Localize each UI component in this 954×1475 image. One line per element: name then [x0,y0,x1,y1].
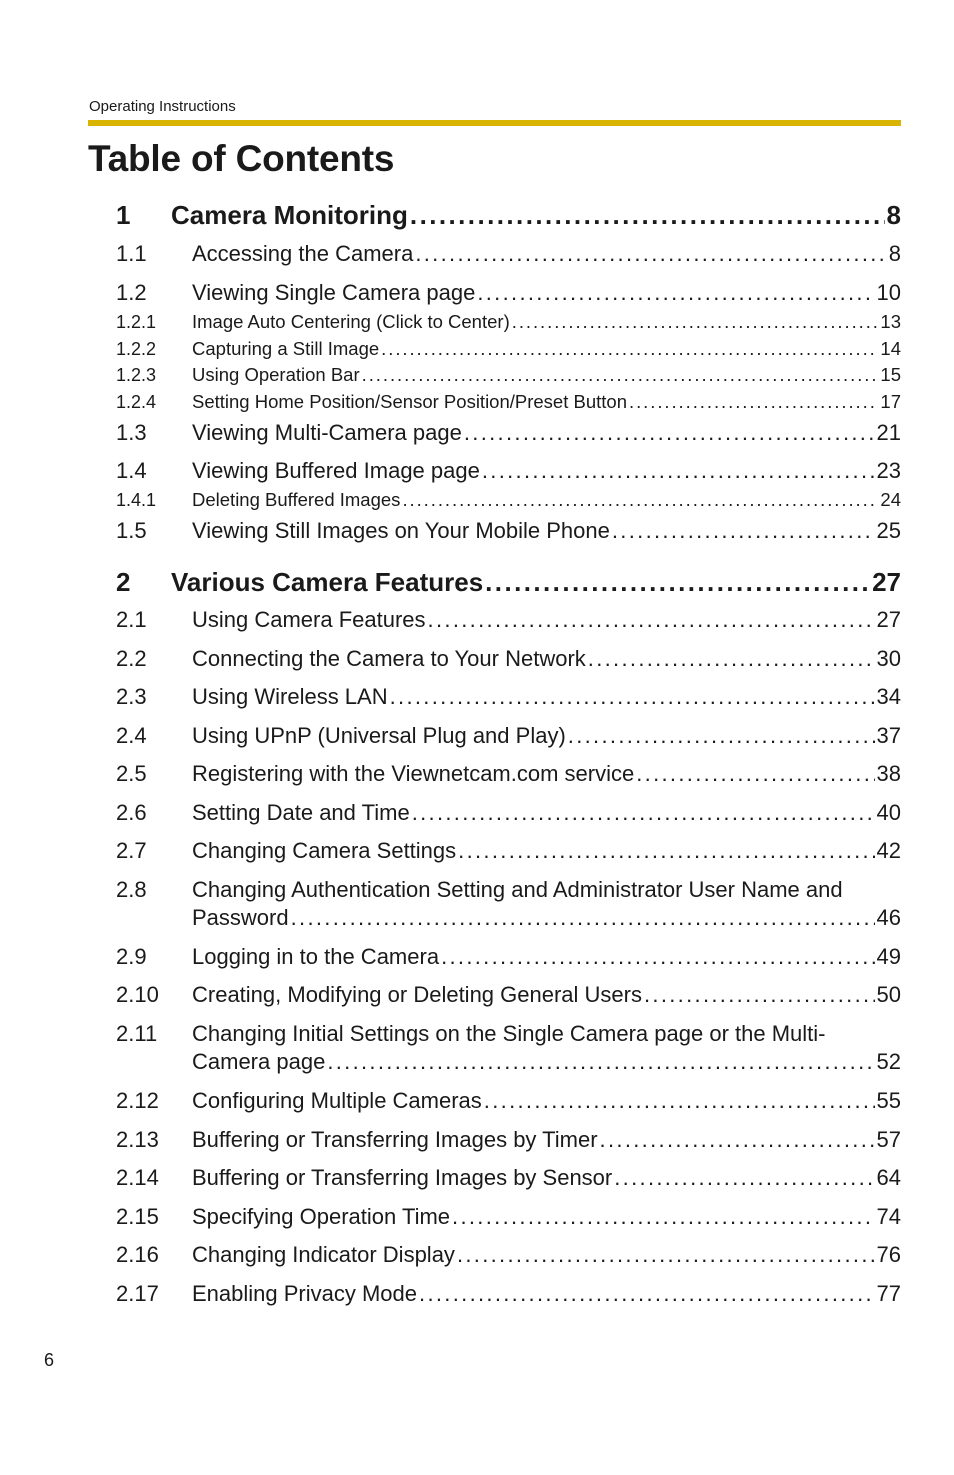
toc-page-number: 30 [876,646,901,671]
dot-leader [568,723,875,749]
toc-title: Buffering or Transferring Images by Timer [192,1127,598,1152]
dot-leader [482,458,875,484]
toc-number: 1.2 [116,280,147,305]
toc-subsection[interactable] [116,391,901,413]
toc-page-number: 50 [876,982,901,1007]
toc-section[interactable] [116,982,901,1008]
toc-title: Changing Authentication Setting and Administrator User Name and [192,877,843,902]
toc-number: 2.12 [116,1088,159,1113]
toc-number: 2.5 [116,761,147,786]
toc-page-number: 64 [876,1165,901,1190]
toc-number: 2.2 [116,646,147,671]
toc-chapter[interactable] [116,567,901,598]
toc-page-number: 25 [876,518,901,543]
toc-page-number: 37 [876,723,901,748]
toc-page-number: 49 [876,944,901,969]
toc-title: Configuring Multiple Cameras [192,1088,482,1113]
toc-section[interactable] [116,420,901,446]
toc-section[interactable] [116,838,901,864]
toc-title: Image Auto Centering (Click to Center) [192,311,510,332]
toc-title: Various Camera Features [171,567,484,597]
dot-leader [485,567,870,598]
toc-title-cont: Password [192,905,289,930]
dot-leader [410,200,885,231]
toc-page-number: 15 [880,364,901,385]
dot-leader [636,761,874,787]
toc-title: Specifying Operation Time [192,1204,451,1229]
header-rule [88,120,901,126]
toc-subsection[interactable] [116,338,901,360]
toc-section[interactable] [116,458,901,484]
dot-leader [419,1281,875,1307]
toc-page-number: 55 [876,1088,901,1113]
toc-number: 1.1 [116,241,147,266]
toc-number: 2.10 [116,982,159,1007]
toc-title-continuation[interactable] [192,905,901,931]
toc-title: Connecting the Camera to Your Network [192,646,586,671]
dot-leader [441,944,874,970]
toc-title: Viewing Still Images on Your Mobile Phone [192,518,610,543]
toc-title: Viewing Buffered Image page [192,458,480,483]
toc-number: 2.8 [116,877,147,902]
toc-number: 2.9 [116,944,147,969]
toc-page-number: 13 [880,311,901,332]
toc-title: Using UPnP (Universal Plug and Play) [192,723,566,748]
toc-page-number: 40 [876,800,901,825]
dot-leader [484,1088,875,1114]
toc-number: 2.16 [116,1242,159,1267]
dot-leader [464,420,875,446]
dot-leader [402,489,878,511]
toc-title: Changing Initial Settings on the Single Camera page or the Multi- [192,1021,826,1046]
toc-section[interactable] [116,684,901,710]
toc-section[interactable] [116,1021,901,1047]
toc-number: 1.3 [116,420,147,445]
toc-title: Setting Date and Time [192,800,410,825]
toc-title: Viewing Single Camera page [192,280,476,305]
toc-number: 2.6 [116,800,147,825]
dot-leader [512,311,879,333]
toc-page-number: 27 [872,567,901,597]
toc-page-number: 38 [876,761,901,786]
toc-number: 2.15 [116,1204,159,1229]
toc-section[interactable] [116,1088,901,1114]
dot-leader [612,518,875,544]
toc-number: 1.4.1 [116,490,157,510]
running-header: Operating Instructions [89,98,236,115]
dot-leader [362,364,879,386]
toc-section[interactable] [116,518,901,544]
toc-section[interactable] [116,800,901,826]
toc-number: 1 [116,200,131,230]
toc-section[interactable] [116,1281,901,1307]
page-number: 6 [44,1350,55,1370]
toc-title: Camera Monitoring [171,200,408,230]
dot-leader [452,1204,874,1230]
toc-section[interactable] [116,241,901,267]
toc-title-cont: Camera page [192,1049,326,1074]
toc-number: 2.4 [116,723,147,748]
toc-page-number: 46 [876,905,901,930]
toc-number: 2.1 [116,607,147,632]
toc-section[interactable] [116,1242,901,1268]
toc-title-continuation[interactable] [192,1049,901,1075]
dot-leader [614,1165,874,1191]
toc-page-number: 57 [876,1127,901,1152]
toc-title: Buffering or Transferring Images by Sensor [192,1165,613,1190]
toc-page-number: 24 [880,489,901,510]
toc-title: Changing Indicator Display [192,1242,455,1267]
toc-page-number: 10 [876,280,901,305]
toc-section[interactable] [116,761,901,787]
toc-title: Using Camera Features [192,607,426,632]
dot-leader [390,684,875,710]
toc-chapter[interactable] [116,200,901,231]
dot-leader [412,800,875,826]
toc-title: Creating, Modifying or Deleting General Users [192,982,642,1007]
toc-number: 2.17 [116,1281,159,1306]
toc-number: 2.11 [116,1021,158,1046]
dot-leader [415,241,886,267]
toc-page-number: 14 [880,338,901,359]
toc-title: Deleting Buffered Images [192,489,401,510]
toc-subsection[interactable] [116,489,901,511]
toc-section[interactable] [116,877,901,903]
toc-title: Setting Home Position/Sensor Position/Preset Button [192,391,627,412]
toc-page-number: 23 [876,458,901,483]
toc-section[interactable] [116,1165,901,1191]
toc-number: 1.2.1 [116,312,157,332]
toc-section[interactable] [116,646,901,672]
toc-section[interactable] [116,607,901,633]
toc-section[interactable] [116,723,901,749]
dot-leader [291,905,875,931]
toc-title: Capturing a Still Image [192,338,380,359]
dot-leader [644,982,875,1008]
toc-number: 2.3 [116,684,147,709]
dot-leader [477,280,874,306]
toc-number: 2.7 [116,838,147,863]
dot-leader [327,1049,874,1075]
toc-page-number: 34 [876,684,901,709]
toc-title: Enabling Privacy Mode [192,1281,418,1306]
dot-leader [381,338,878,360]
toc-title: Using Operation Bar [192,364,360,385]
toc-section[interactable] [116,1204,901,1230]
dot-leader [457,1242,875,1268]
dot-leader [458,838,874,864]
toc-number: 1.5 [116,518,147,543]
toc-title: Using Wireless LAN [192,684,388,709]
toc-number: 1.4 [116,458,147,483]
toc-section[interactable] [116,280,901,306]
toc-number: 2.13 [116,1127,159,1152]
toc-page-number: 77 [876,1281,901,1306]
toc-number: 1.2.2 [116,339,157,359]
toc-page-number: 74 [876,1204,901,1229]
toc-section[interactable] [116,944,901,970]
dot-leader [600,1127,875,1153]
toc-page-number: 42 [876,838,901,863]
toc-title: Logging in to the Camera [192,944,440,969]
toc-page-number: 17 [880,391,901,412]
dot-leader [428,607,875,633]
toc-title: Viewing Multi-Camera page [192,420,462,445]
toc-page-number: 8 [888,241,901,266]
toc-subsection[interactable] [116,311,901,333]
page-title: Table of Contents [88,138,395,179]
toc-number: 1.2.3 [116,365,157,385]
toc-section[interactable] [116,1127,901,1153]
dot-leader [588,646,875,672]
toc-page-number: 52 [876,1049,901,1074]
toc-title: Registering with the Viewnetcam.com service [192,761,635,786]
toc-page-number: 21 [876,420,901,445]
toc-number: 2 [116,567,131,597]
toc-subsection[interactable] [116,364,901,386]
toc-number: 1.2.4 [116,392,157,412]
toc-title: Accessing the Camera [192,241,414,266]
toc-page-number: 76 [876,1242,901,1267]
toc-number: 2.14 [116,1165,159,1190]
toc-page-number: 8 [886,200,901,230]
toc-title: Changing Camera Settings [192,838,457,863]
dot-leader [629,391,878,413]
toc-page-number: 27 [876,607,901,632]
